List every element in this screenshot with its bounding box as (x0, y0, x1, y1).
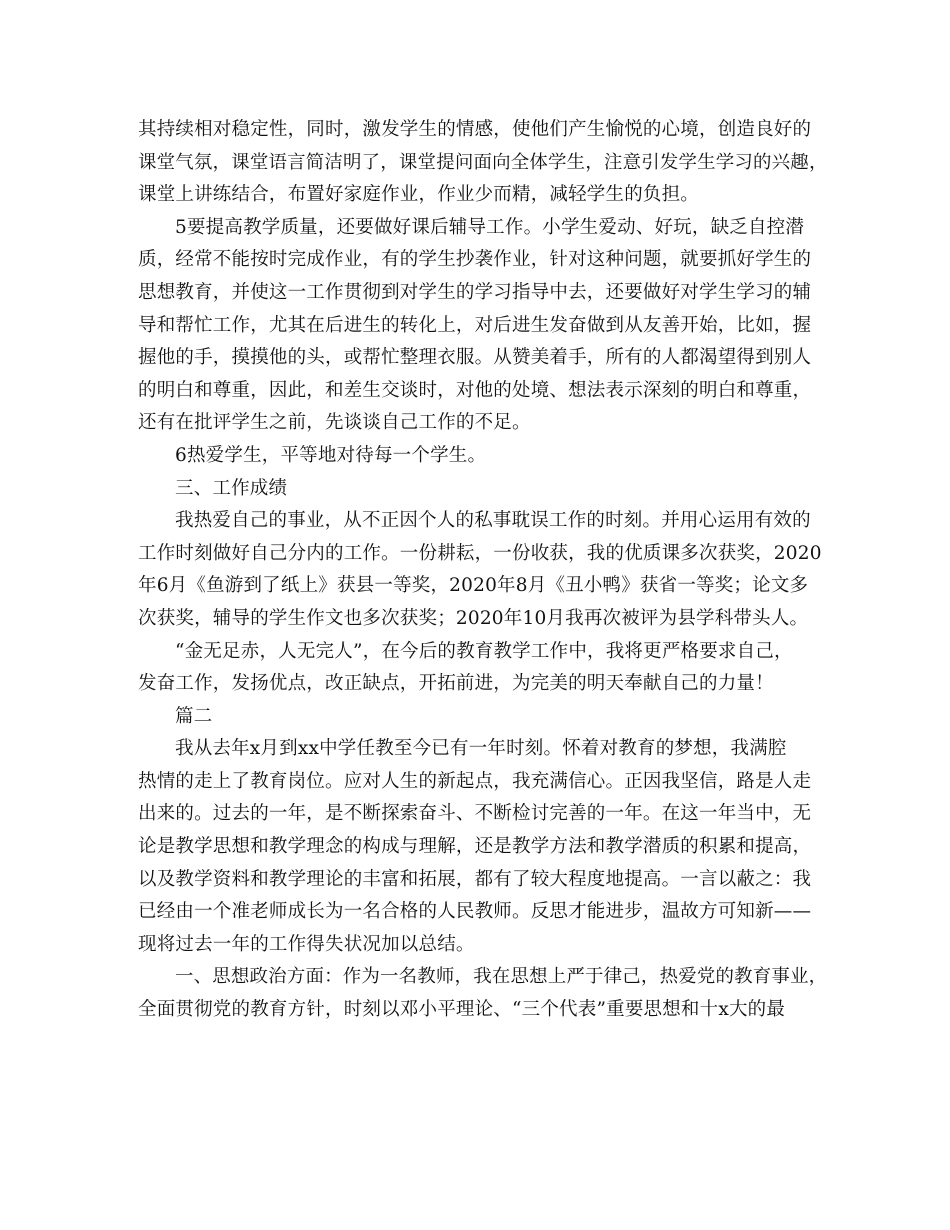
text-line: 5要提高教学质量，还要做好课后辅导工作。小学生爱动、好玩，缺乏自控潜 (175, 216, 805, 238)
text-line: 还有在批评学生之前，先谈谈自己工作的不足。 (138, 412, 531, 434)
text-line: 课堂上讲练结合，布置好家庭作业，作业少而精，减轻学生的负担。 (138, 184, 700, 206)
text-line: 的明白和尊重，因此，和差生交谈时，对他的处境、想法表示深刻的明白和尊重， (138, 379, 812, 401)
text-line: 一、思想政治方面：作为一名教师，我在思想上严于律己，热爱党的教育事业， (175, 966, 828, 988)
text-line: 以及教学资料和教学理论的丰富和拓展，都有了较大程度地提高。一言以蔽之：我 (138, 868, 812, 890)
text-line: 年6月《鱼游到了纸上》获县一等奖，2020年8月《丑小鸭》获省一等奖；论文多 (138, 575, 809, 597)
text-line: 握他的手，摸摸他的头，或帮忙整理衣服。从赞美着手，所有的人都渴望得到别人 (138, 347, 812, 369)
text-line: 次获奖，辅导的学生作文也多次获奖；2020年10月我再次被评为县学科带头人。 (138, 607, 809, 629)
text-line: 导和帮忙工作，尤其在后进生的转化上，对后进生发奋做到从友善开始，比如，握 (138, 314, 812, 336)
document-body (138, 114, 828, 1027)
text-line: 我从去年x月到xx中学任教至今已有一年时刻。怀着对教育的梦想，我满腔 (175, 738, 787, 760)
text-line: 热情的走上了教育岗位。应对人生的新起点，我充满信心。正因我坚信，路是人走 (138, 770, 812, 792)
text-line: 论是教学思想和教学理念的构成与理解，还是教学方法和教学潜质的积累和提高， (138, 836, 812, 858)
text-line: 工作时刻做好自己分内的工作。一份耕耘，一份收获，我的优质课多次获奖，2020 (138, 542, 822, 564)
text-line: 6热爱学生，平等地对待每一个学生。 (175, 444, 487, 466)
text-line: 全面贯彻党的教育方针，时刻以邓小平理论、“三个代表”重要思想和十x大的最 (138, 999, 786, 1021)
text-line: 三、工作成绩 (175, 477, 288, 499)
text-line: 篇二 (175, 705, 213, 727)
text-line: 出来的。过去的一年，是不断探索奋斗、不断检讨完善的一年。在这一年当中，无 (138, 803, 812, 825)
text-line: 思想教育，并使这一工作贯彻到对学生的学习指导中去，还要做好对学生学习的辅 (138, 281, 812, 303)
text-line: “金无足赤，人无完人”，在今后的教育教学工作中，我将更严格要求自己， (175, 640, 793, 662)
text-line: 其持续相对稳定性，同时，激发学生的情感，使他们产生愉悦的心境，创造良好的 (138, 119, 812, 140)
text-line: 我热爱自己的事业，从不正因个人的私事耽误工作的时刻。并用心运用有效的 (175, 510, 811, 532)
text-line: 现将过去一年的工作得失状况加以总结。 (138, 933, 475, 955)
text-line: 课堂气氛，课堂语言简洁明了，课堂提问面向全体学生，注意引发学生学习的兴趣， (138, 151, 828, 173)
text-line: 已经由一个准老师成长为一名合格的人民教师。反思才能进步，温故方可知新—— (138, 901, 812, 923)
text-line: 质，经常不能按时完成作业，有的学生抄袭作业，针对这种问题，就要抓好学生的 (138, 249, 812, 271)
text-line: 发奋工作，发扬优点，改正缺点，开拓前进，为完美的明天奉献自己的力量！ (138, 673, 774, 695)
